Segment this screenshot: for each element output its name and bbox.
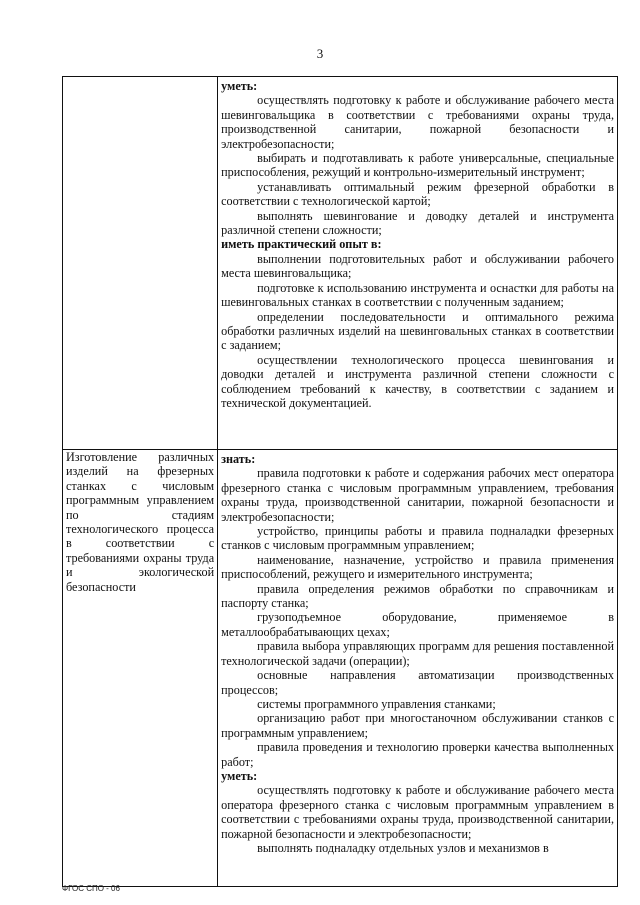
- list-item: устройство, принципы работы и правила подналадки фрезерных станков с числовым программным управлением;: [221, 524, 614, 553]
- activity-cell: [63, 77, 218, 450]
- list-item: основные направления автоматизации производственных процессов;: [221, 668, 614, 697]
- section-heading: уметь:: [221, 768, 258, 783]
- table-row: [63, 77, 618, 450]
- list-item: правила проведения и технологию проверки качества выполненных работ;: [221, 740, 614, 769]
- list-item: организацию работ при многостаночном обслуживании станков с программным управлением;: [221, 711, 614, 740]
- list-item: осуществлении технологического процесса шевингования и доводки деталей и инструмента различной степени сложности с соблюдением требований к качеству, в соответствии с заданием и технической документацией.: [221, 352, 614, 410]
- requirements-cell: [218, 77, 618, 450]
- list-item: грузоподъемное оборудование, применяемое в металлообрабатывающих цехах;: [221, 610, 614, 639]
- table-row: [63, 450, 618, 887]
- list-item: выполнять подналадку отдельных узлов и механизмов в: [257, 840, 549, 855]
- list-item: правила определения режимов обработки по справочникам и паспорту станка;: [221, 581, 614, 611]
- page-number: 3: [316, 46, 324, 61]
- competency-table: [62, 76, 618, 887]
- list-item: осуществлять подготовку к работе и обслуживание рабочего места оператора фрезерного станка с числовым программным управлением в соответствии с требованиями охраны труда, производственной санитарии, пожарной безопасности и электробезопасности;: [221, 783, 614, 841]
- list-item: устанавливать оптимальный режим фрезерной обработки в соответствии с технологической картой;: [221, 179, 614, 209]
- list-item: определении последовательности и оптимального режима обработки различных изделий на шевинговальных станках в соответствии с заданием;: [221, 309, 614, 353]
- list-item: подготовке к использованию инструмента и оснастки для работы на шевинговальных станках в соответствии с полученным заданием;: [221, 280, 614, 310]
- section-heading: уметь:: [221, 79, 258, 93]
- list-item: системы программного управления станками;: [257, 696, 496, 711]
- list-item: выполнять шевингование и доводку деталей и инструмента различной степени сложности;: [221, 208, 614, 238]
- list-item: выбирать и подготавливать к работе универсальные, специальные приспособления, режущий и контрольно-измерительный инструмент;: [221, 151, 614, 180]
- list-item: правила выбора управляющих программ для решения поставленной технологической задачи (операции);: [221, 639, 614, 668]
- section-heading: знать:: [221, 452, 256, 466]
- list-item: выполнении подготовительных работ и обслуживании рабочего места шевинговальщика;: [221, 251, 614, 281]
- section-heading: иметь практический опыт в:: [221, 237, 382, 252]
- footer-label: ФГОС СПО - 06: [62, 884, 120, 893]
- list-item: осуществлять подготовку к работе и обслуживание рабочего места шевинговальщика в соответствии с требованиями охраны труда, производственной санитарии, пожарной безопасности и электробезопасности;: [221, 93, 614, 151]
- list-item: правила подготовки к работе и содержания рабочих мест оператора фрезерного станка с числовым программным управлением, требования охраны труда, производственной санитарии, пожарной безопасности и электробезопасности;: [221, 466, 614, 524]
- requirements-cell: [218, 450, 618, 887]
- activity-cell: Изготовление различных изделий на фрезерных станках с числовым программным управлением по стадиям технологического процесса в соответствии с требованиями охраны труда и экологической безопасности: [63, 450, 218, 887]
- list-item: наименование, назначение, устройство и правила применения приспособлений, режущего и измерительного инструмента;: [221, 552, 614, 582]
